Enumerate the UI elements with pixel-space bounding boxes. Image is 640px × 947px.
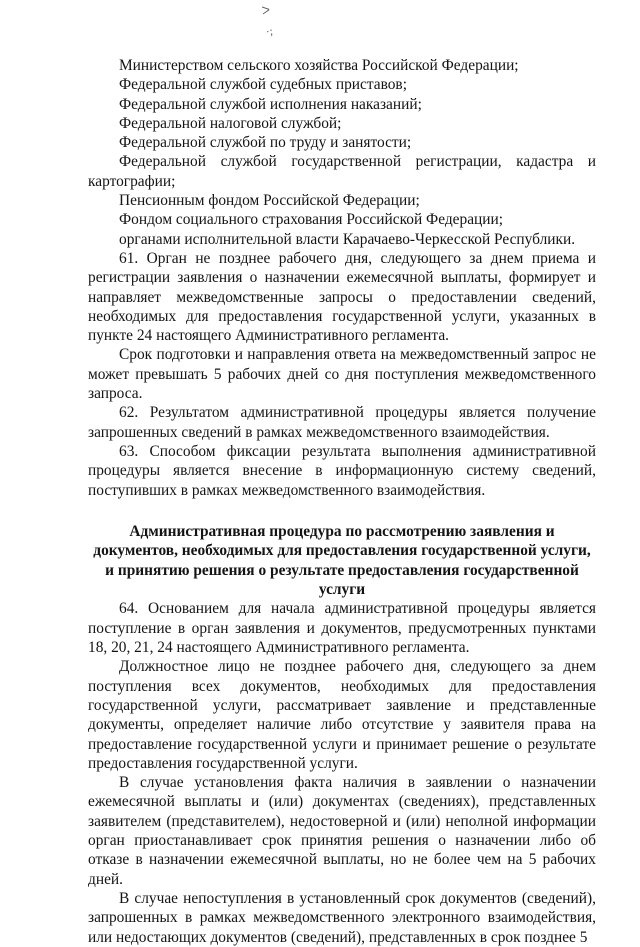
list-item: Министерством сельского хозяйства Российской Федерации; [119, 57, 519, 74]
list-item: Федеральной службой государственной регистрации, кадастра и картографии; [88, 153, 596, 190]
paragraph: 62. Результатом административной процедуры является получение запрошенных сведений в рамках межведомственного взаимодействия. [88, 404, 596, 441]
paragraph: 64. Основанием для начала административной процедуры является поступление в орган заявления и документов, предусмотренных пунктами 18, 20, 21, 24 настоящего Административного регламента. [88, 600, 596, 657]
page-corner-mark-bottom: ·; [265, 25, 274, 39]
list-item: Федеральной службой исполнения наказаний; [119, 95, 422, 113]
paragraphs-before-heading [88, 249, 596, 500]
paragraph: 61. Орган не позднее рабочего дня, следующего за днем приема и регистрации заявления о назначении ежемесячной выплаты, формирует и направляет межведомственные запросы о предоставлении сведений, необходимых для предоставления государственной услуги, указанных в пункте 24 настоящего Административного регламента. [88, 249, 596, 345]
paragraphs-after-heading [88, 599, 596, 946]
paragraph: В случае установления факта наличия в заявлении о назначении ежемесячной выплаты и (или) документах (сведениях), представленных заявителем (представителем), недостоверной и (или) неполной информации орган приостанавливает срок принятия решения о назначении либо об отказе в назначении ежемесячной выплаты, но не более чем на 5 рабочих дней. [88, 774, 596, 888]
list-item: Пенсионным фондом Российской Федерации; [119, 192, 420, 210]
page-corner-mark-top: ᐳ [261, 4, 271, 18]
list-item: Федеральной службой судебных приставов; [119, 76, 407, 94]
list-item: Фондом социального страхования Российской Федерации; [119, 211, 504, 229]
paragraph: 63. Способом фиксации результата выполнения административной процедуры является внесение в информационную систему сведений, поступивших в рамках межведомственного взаимодействия. [88, 442, 596, 499]
paragraph: Должностное лицо не позднее рабочего дня, следующего за днем поступления всех документов, необходимых для предоставления государственной услуги, рассматривает заявление и представленные документы, определяет наличие либо отсутствие у заявителя права на предоставление государственной услуги и принимает решение о результате предоставления государственной услуги. [88, 658, 596, 772]
list-item: Федеральной налоговой службой; [119, 114, 342, 132]
section-heading: Административная процедура по рассмотрению заявления и документов, необходимых для предоставления государственной услуги, и принятию решения о результате предоставления государственной услуги [93, 522, 591, 599]
document-page [88, 56, 596, 947]
paragraph: Срок подготовки и направления ответа на межведомственный запрос не может превышать 5 рабочих дней со дня поступления межведомственного запроса. [88, 346, 596, 403]
list-item: органами исполнительной власти Карачаево-Черкесской Республики. [119, 230, 576, 248]
list-item: Федеральной службой по труду и занятости; [119, 134, 412, 152]
agency-list [88, 56, 596, 249]
paragraph: В случае непоступления в установленный срок документов (сведений), запрошенных в рамках межведомственного электронного взаимодействия, или недостающих документов (сведений), представленных в срок позднее 5 [88, 889, 596, 946]
